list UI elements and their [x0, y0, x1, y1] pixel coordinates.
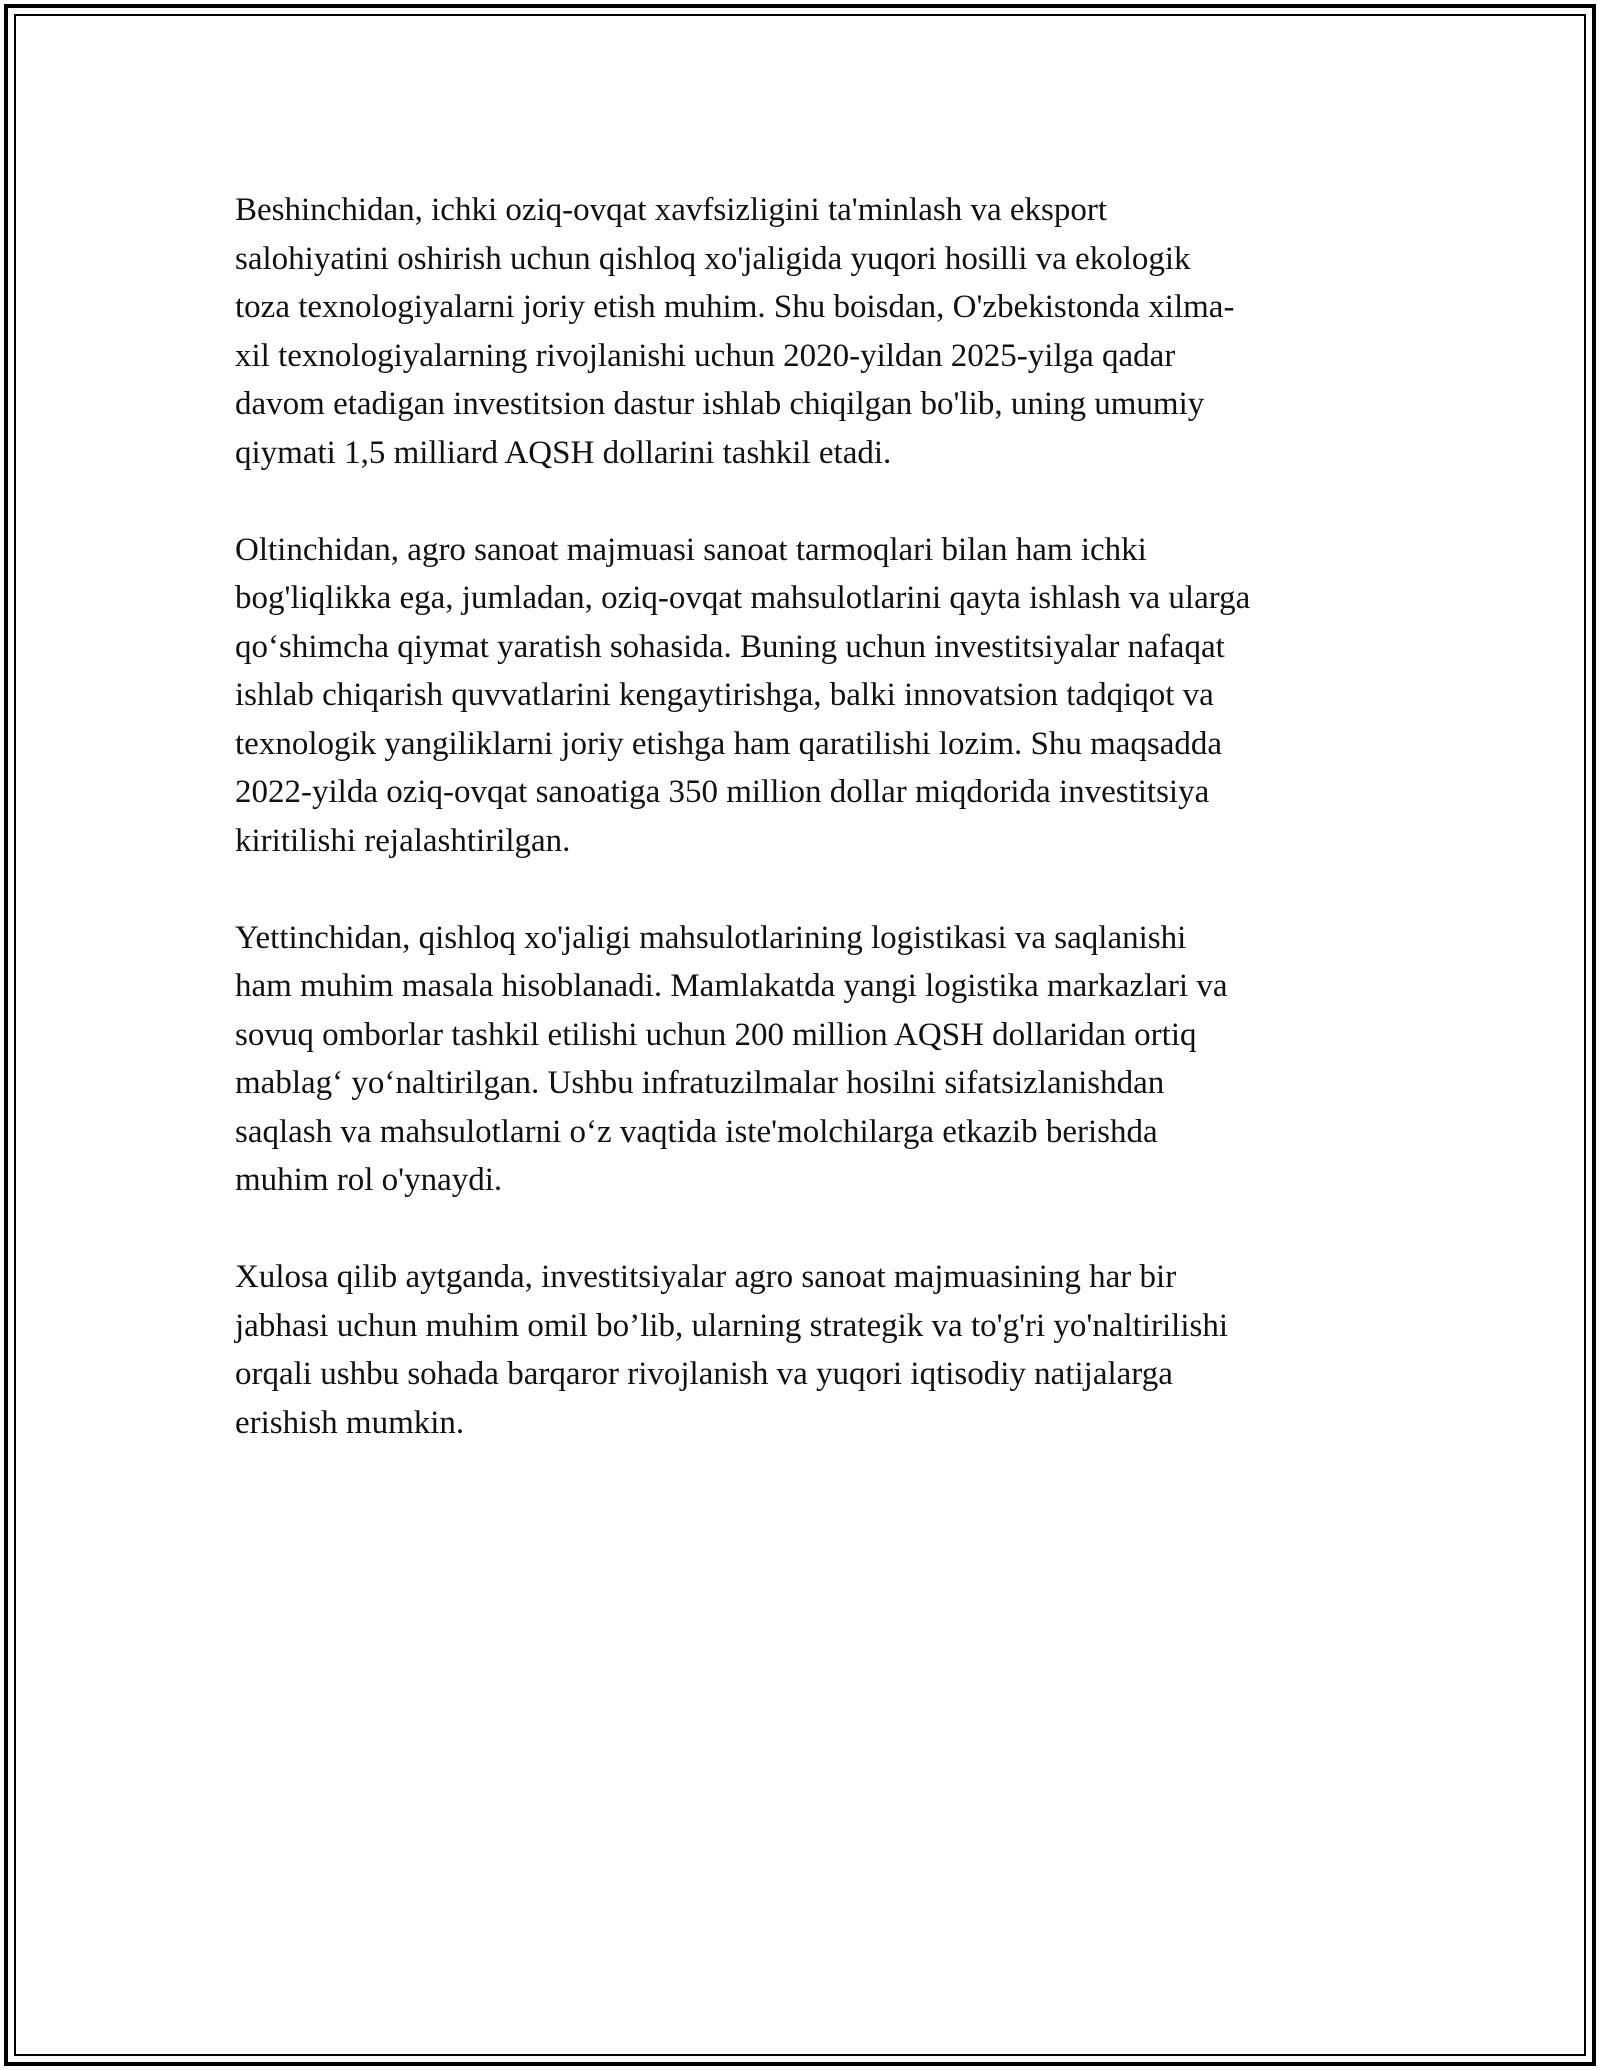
document-body: [235, 186, 1365, 1496]
paragraph-line: ham muhim masala hisoblanadi. Mamlakatda yangi logistika markazlari va: [235, 968, 1228, 1004]
paragraph-line: toza texnologiyalarni joriy etish muhim. Shu boisdan, O'zbekistonda xilma-: [235, 289, 1235, 325]
paragraph-line: kiritilishi rejalashtirilgan.: [235, 822, 571, 859]
paragraph-line: Xulosa qilib aytganda, investitsiyalar agro sanoat majmuasining har bir: [235, 1259, 1177, 1295]
paragraph-line: saqlash va mahsulotlarni o‘z vaqtida iste'molchilarga etkazib berishda: [235, 1113, 1158, 1150]
paragraph-line: salohiyatini oshirish uchun qishloq xo'jaligida yuqori hosilli va ekologik: [235, 240, 1191, 277]
paragraph-line: ishlab chiqarish quvvatlarini kengaytirishga, balki innovatsion tadqiqot va: [235, 677, 1214, 713]
paragraph-line: sovuq omborlar tashkil etilishi uchun 200 million AQSH dollaridan ortiq: [235, 1016, 1197, 1053]
paragraph-4: [235, 1253, 1365, 1447]
paragraph-line: qiymati 1,5 milliard AQSH dollarini tashkil etadi.: [235, 434, 892, 471]
paragraph-line: Oltinchidan, agro sanoat majmuasi sanoat tarmoqlari bilan ham ichki: [235, 531, 1147, 568]
paragraph-line: Yettinchidan, qishloq xo'jaligi mahsulotlarining logistikasi va saqlanishi: [235, 919, 1187, 956]
paragraph-line: jabhasi uchun muhim omil bo’lib, ularning strategik va to'g'ri yo'naltirilishi: [235, 1307, 1229, 1344]
paragraph-line: mablag‘ yo‘naltirilgan. Ushbu infratuzilmalar hosilni sifatsizlanishdan: [235, 1065, 1165, 1101]
paragraph-line: qo‘shimcha qiymat yaratish sohasida. Buning uchun investitsiyalar nafaqat: [235, 628, 1225, 665]
paragraph-3: [235, 914, 1365, 1205]
paragraph-line: 2022-yilda oziq-ovqat sanoatiga 350 million dollar miqdorida investitsiya: [235, 774, 1210, 810]
paragraph-line: erishish mumkin.: [235, 1404, 465, 1441]
paragraph-line: orqali ushbu sohada barqaror rivojlanish va yuqori iqtisodiy natijalarga: [235, 1356, 1173, 1392]
paragraph-line: bog'liqlikka ega, jumladan, oziq-ovqat mahsulotlarini qayta ishlash va ularga: [235, 580, 1251, 616]
paragraph-1: [235, 186, 1365, 477]
paragraph-line: xil texnologiyalarning rivojlanishi uchun 2020-yildan 2025-yilga qadar: [235, 337, 1176, 374]
paragraph-line: davom etadigan investitsion dastur ishlab chiqilgan bo'lib, uning umumiy: [235, 386, 1205, 422]
paragraph-line: muhim rol o'ynaydi.: [235, 1162, 503, 1198]
paragraph-line: texnologik yangiliklarni joriy etishga ham qaratilishi lozim. Shu maqsadda: [235, 725, 1223, 762]
paragraph-line: Beshinchidan, ichki oziq-ovqat xavfsizligini ta'minlash va eksport: [235, 192, 1108, 228]
paragraph-2: [235, 526, 1365, 866]
